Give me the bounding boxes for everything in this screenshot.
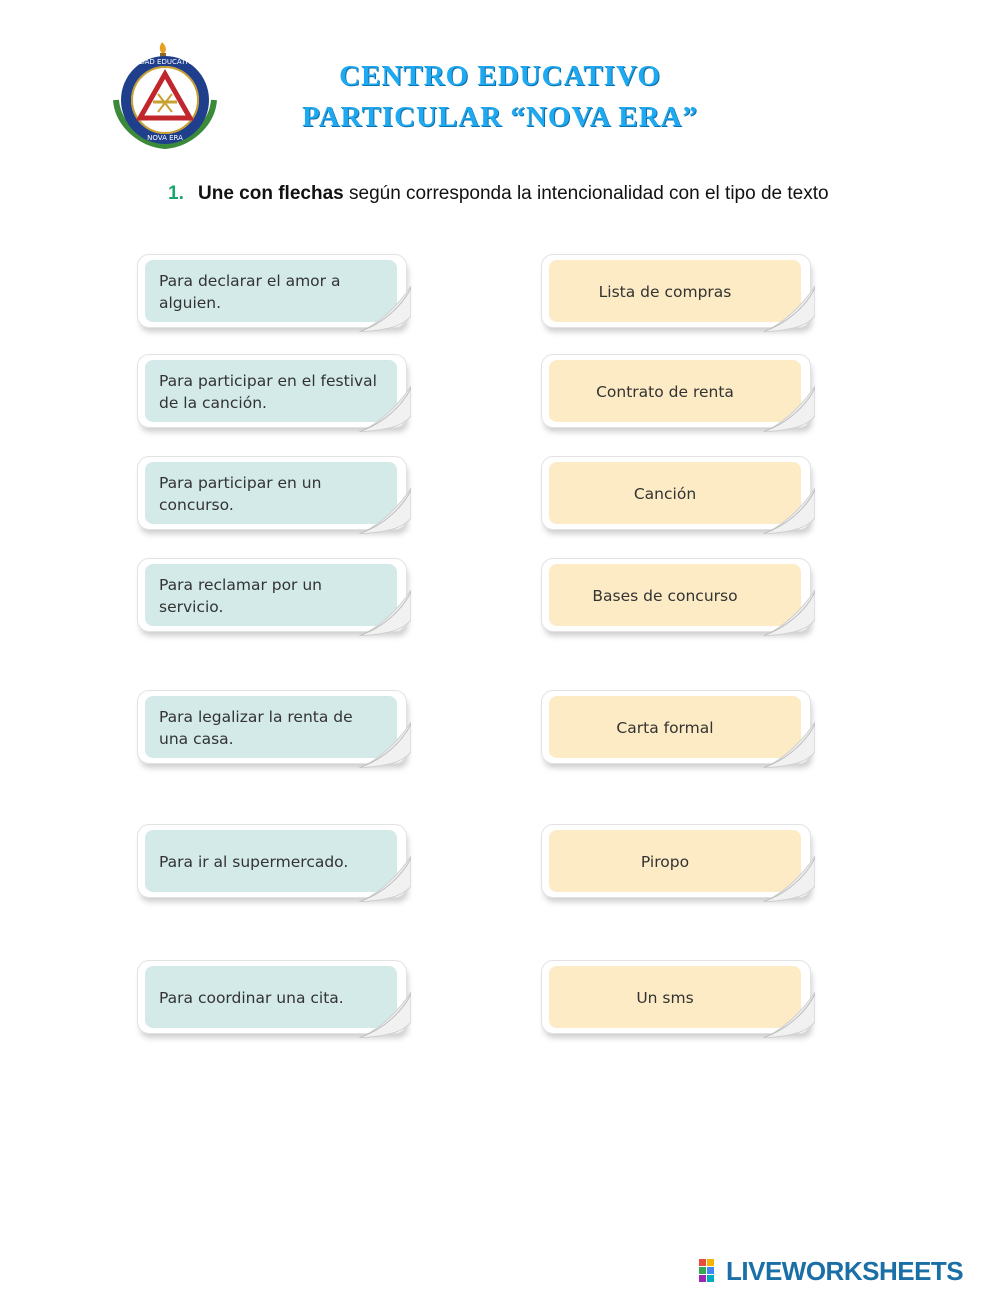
text-type-card[interactable] [541, 556, 817, 640]
intention-card[interactable] [137, 454, 413, 538]
card-label: Para ir al supermercado. [159, 853, 349, 871]
intention-card[interactable] [137, 958, 413, 1042]
svg-text:NOVA ERA: NOVA ERA [147, 134, 183, 142]
card-label: Contrato de renta [596, 383, 734, 401]
exercise-instruction [168, 178, 848, 209]
instruction-bold-text: Une con flechas [198, 183, 344, 204]
intention-card[interactable] [137, 822, 413, 906]
intention-card[interactable] [137, 556, 413, 640]
text-type-card[interactable] [541, 454, 817, 538]
liveworksheets-watermark [698, 1256, 963, 1286]
school-logo-icon [106, 40, 224, 150]
card-label: Para declarar el amor a alguien. [159, 272, 341, 312]
page-title-line-1: CENTRO EDUCATIVO [339, 60, 661, 92]
text-type-card[interactable] [541, 352, 817, 436]
liveworksheets-logo-icon [698, 1258, 724, 1284]
intention-card[interactable] [137, 688, 413, 772]
card-label: Para legalizar la renta de una casa. [159, 708, 353, 748]
card-label: Lista de compras [598, 283, 732, 301]
text-type-card[interactable] [541, 958, 817, 1042]
card-label: Para participar en un concurso. [159, 474, 322, 514]
card-label: Para reclamar por un servicio. [159, 576, 323, 616]
card-label: Para participar en el festival de la canción. [159, 372, 377, 412]
intention-card[interactable] [137, 252, 413, 336]
instruction-text: según corresponda la intencionalidad con el tipo de texto [343, 183, 829, 204]
card-label: Piropo [640, 853, 690, 871]
card-label: Bases de concurso [592, 587, 738, 605]
text-type-card[interactable] [541, 688, 817, 772]
card-label: Carta formal [616, 719, 714, 737]
card-label: Un sms [636, 989, 694, 1007]
svg-text:UNIDAD EDUCATIVA P: UNIDAD EDUCATIVA P [126, 58, 204, 66]
card-label: Canción [633, 485, 697, 503]
exercise-number: 1. [168, 183, 184, 204]
text-type-card[interactable] [541, 252, 817, 336]
intention-card[interactable] [137, 352, 413, 436]
page-title-line-2: PARTICULAR “NOVA ERA” [302, 101, 698, 133]
card-label: Para coordinar una cita. [159, 989, 344, 1007]
watermark-text: LIVEWORKSHEETS [726, 1255, 964, 1286]
text-type-card[interactable] [541, 822, 817, 906]
